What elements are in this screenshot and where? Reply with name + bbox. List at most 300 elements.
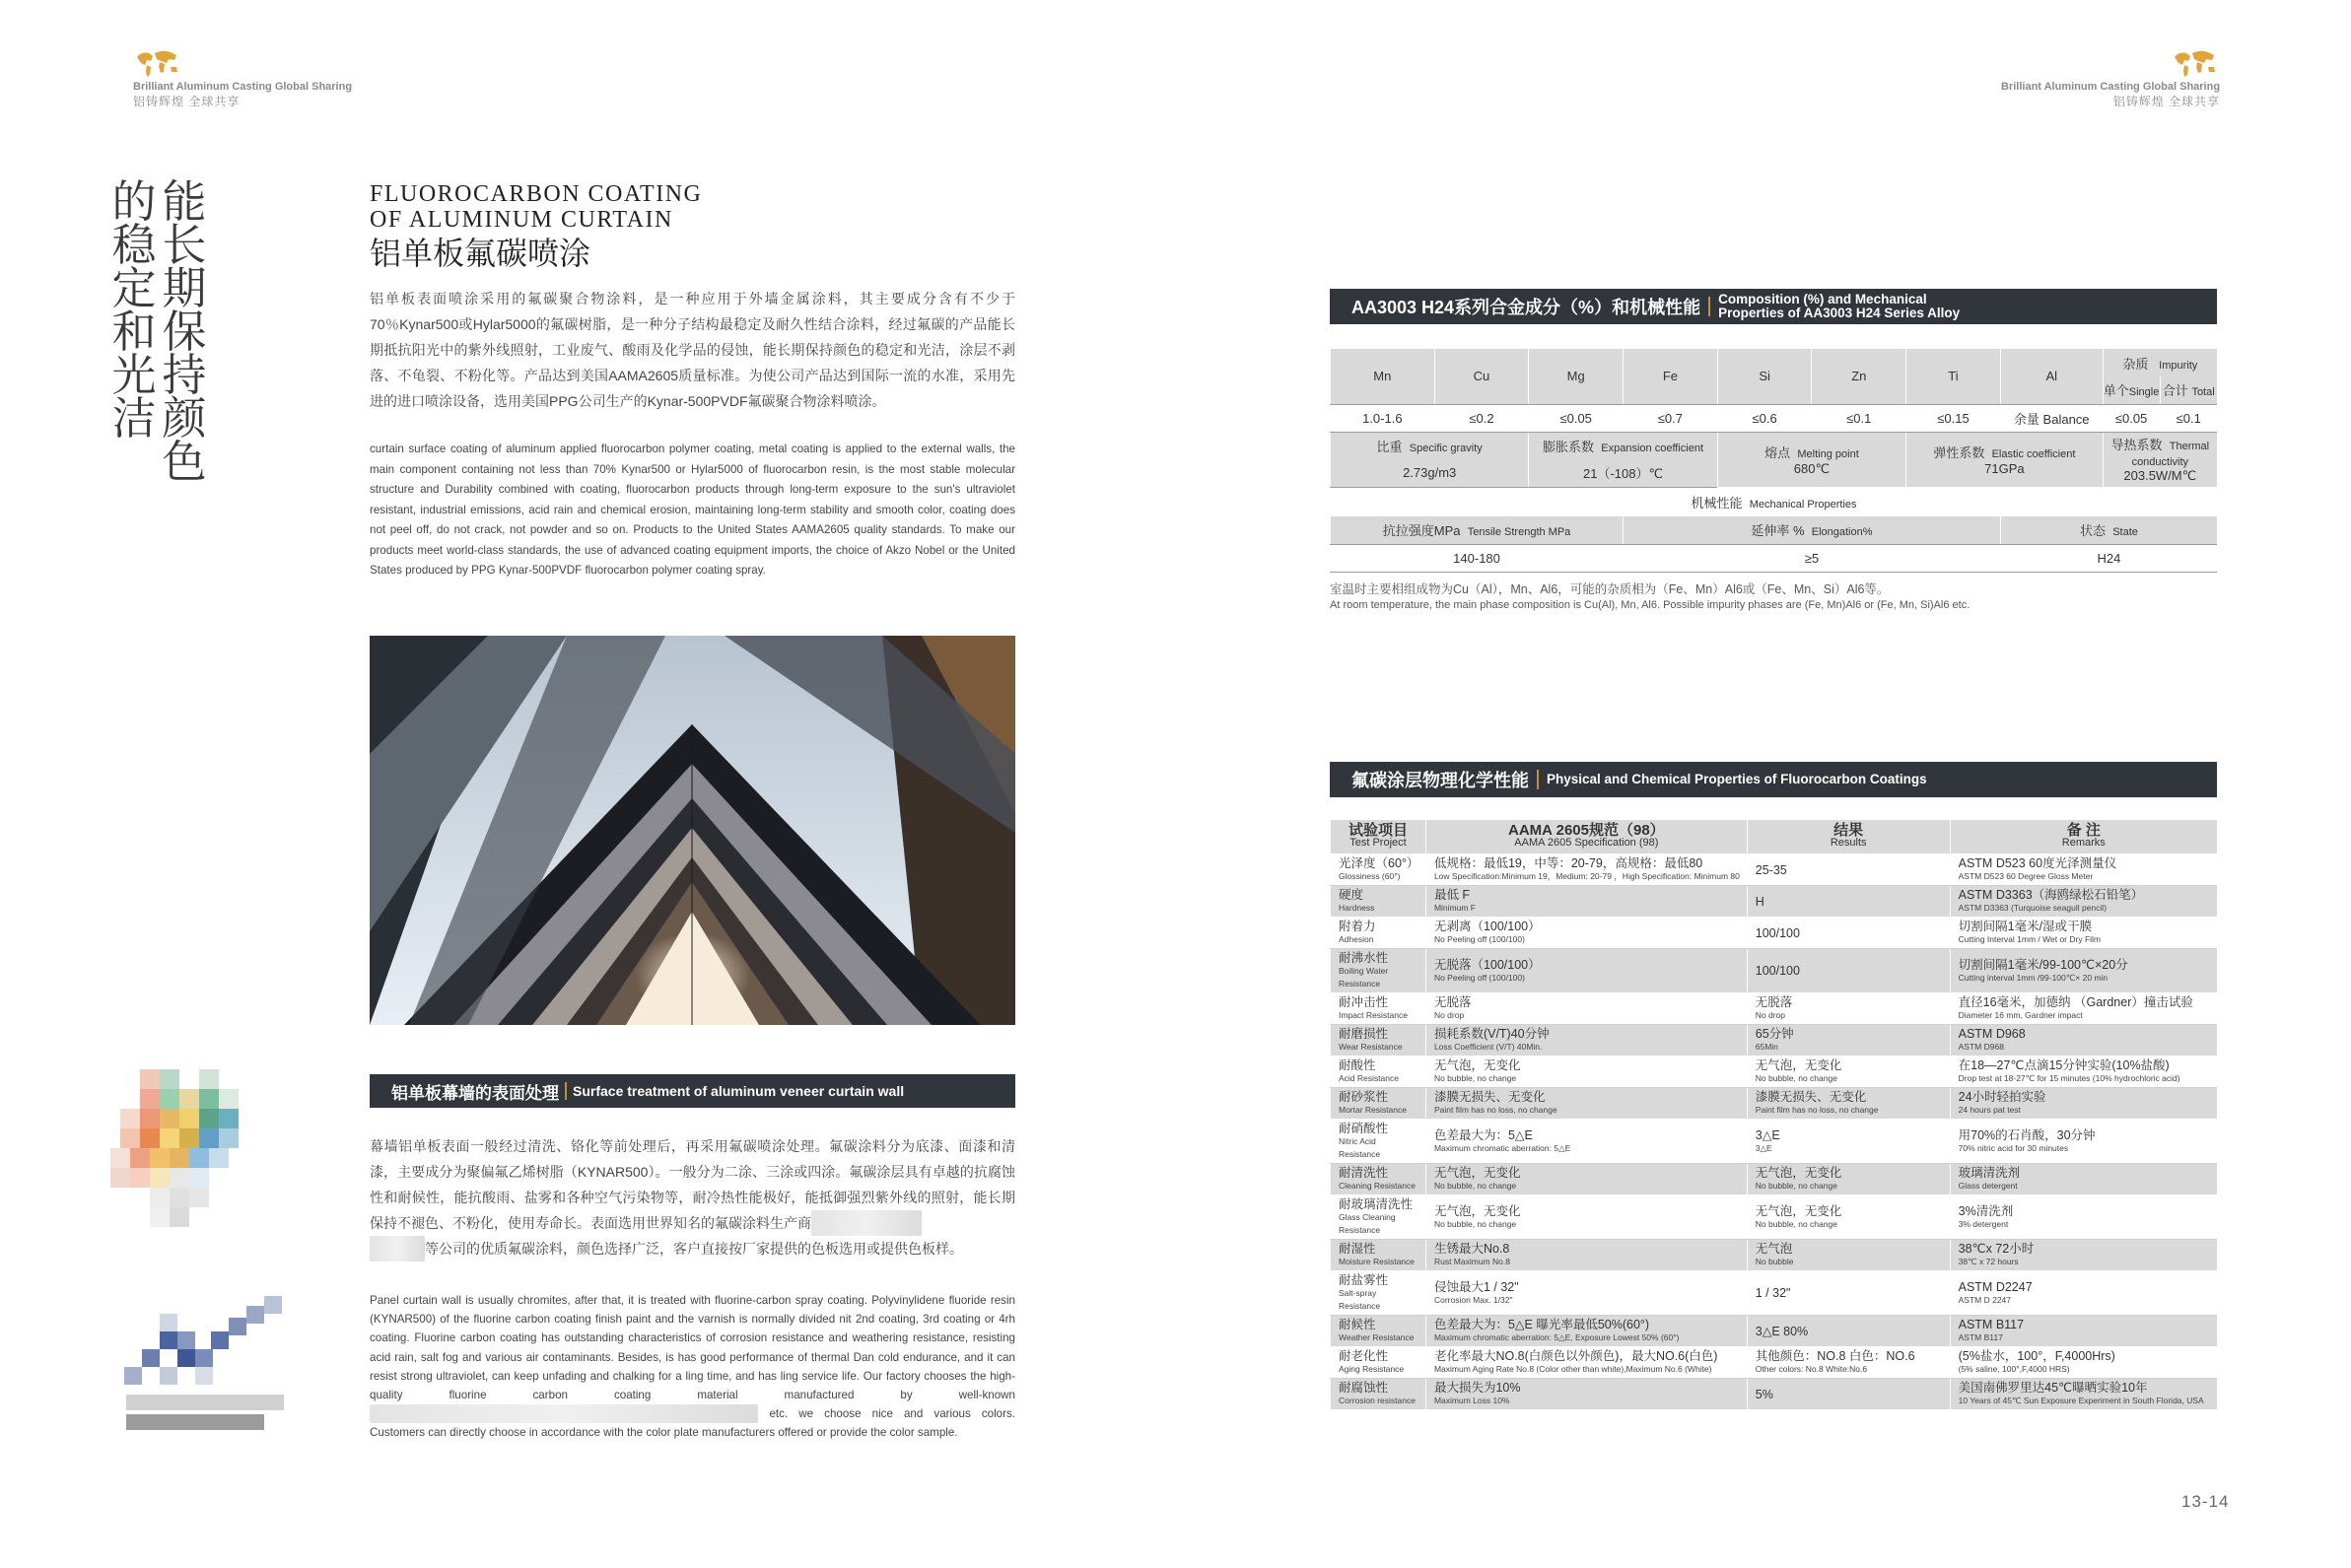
cell-specification bbox=[1425, 949, 1747, 993]
cell-specification-cn: 无气泡，无变化 bbox=[1433, 1203, 1521, 1218]
cell-result-en: 3△E bbox=[1755, 1142, 1772, 1153]
cell-result bbox=[1747, 1271, 1950, 1316]
cell-specification-en: No drop bbox=[1433, 1010, 1465, 1020]
vertical-char: 期 bbox=[162, 262, 207, 314]
article-title-en bbox=[370, 181, 702, 233]
header-en: AAMA 2605 Specification (98) bbox=[1514, 837, 1659, 849]
cell-remarks-cn: 切割间隔1毫米/湿或干膜 bbox=[1958, 920, 2093, 933]
cell-result bbox=[1747, 1088, 1950, 1120]
section-title-en: Surface treatment of aluminum veneer curtain wall bbox=[573, 1083, 905, 1099]
phys-en: Thermal conductivity bbox=[2131, 441, 2210, 469]
cell-result bbox=[1747, 1120, 1950, 1164]
section-title-cn: 铝单板幕墙的表面处理 bbox=[391, 1083, 559, 1103]
phys-header-expansion bbox=[1529, 432, 1717, 459]
cell-remarks-cn: ASTM D3363（海鸥绿松石铅笔） bbox=[1958, 888, 2144, 902]
cell-result-cn: 无脱落 bbox=[1755, 995, 1793, 1009]
cell-remarks-en: Glass detergent bbox=[1958, 1181, 2018, 1191]
cell-result-en: Other colors: No.8 White:No.6 bbox=[1755, 1364, 1868, 1374]
phys-cn: 导热系数 bbox=[2110, 438, 2163, 453]
table1-note-en: At room temperature, the main phase composition is Cu(Al), Mn, Al6. Possible impurity phases are (Fe, Mn)Al6 or (Fe, Mn, Si)Al6 etc. bbox=[1330, 599, 1971, 611]
cell-test-project bbox=[1331, 918, 1426, 949]
cell-test-project-cn: 耐砂浆性 bbox=[1339, 1090, 1389, 1104]
phys-cn: 膨胀系数 bbox=[1543, 439, 1595, 454]
cell-specification bbox=[1425, 1240, 1747, 1271]
phys-melting-point bbox=[1717, 432, 1905, 487]
cell-impurity-total: ≤0.1 bbox=[2160, 404, 2217, 432]
cell-remarks-cn: 直径16毫米，加德纳 （Gardner）撞击试验 bbox=[1958, 995, 2193, 1009]
phys-en: Elastic coefficient bbox=[1991, 448, 2076, 461]
cell-test-project-cn: 耐湿性 bbox=[1339, 1242, 1376, 1256]
cell-remarks bbox=[1950, 918, 2217, 949]
cell-mn-value: 1.0-1.6 bbox=[1331, 404, 1435, 432]
cell-specification bbox=[1425, 1379, 1747, 1410]
table-header-row bbox=[1331, 820, 2218, 854]
mech-header-en: State bbox=[2112, 526, 2138, 539]
vertical-char: 光 bbox=[111, 349, 157, 401]
cell-specification-cn: 色差最大为：5△E bbox=[1433, 1127, 1533, 1142]
table1-title-en bbox=[1718, 293, 1960, 320]
cell-specification-cn: 最大损失为10% bbox=[1433, 1381, 1521, 1395]
cell-result-en: No bubble, no change bbox=[1755, 1218, 1837, 1229]
cell-specification-cn: 无气泡，无变化 bbox=[1433, 1058, 1521, 1072]
cell-test-project bbox=[1331, 1057, 1426, 1088]
cell-specification bbox=[1425, 1347, 1747, 1379]
cell-test-project-en: Hardness bbox=[1339, 903, 1375, 913]
cell-remarks-en: ASTM D 2247 bbox=[1958, 1294, 2012, 1305]
paragraph-cn-1: 铝单板表面喷涂采用的氟碳聚合物涂料，是一种应用于外墙金属涂料，其主要成分含有不少于70％Kynar500或Hylar5000的氟碳树脂，是一种分子结构最稳定及耐久性结合涂料，经过氟碳的产品能长期抵抗阳光中的紫外线照射，工业废气、酸雨及化学品的侵蚀，能长期保持颜色的稳定和光洁，涂层不剥落、不龟裂、不粉化等。产品达到美国AAMA2605质量标准。为使公司产品达到国际一流的水准，采用先进的进口喷涂设备，选用美国PPG公司生产的Kynar-500PVDF氟碳聚合物涂料喷涂。 bbox=[370, 291, 1015, 409]
cell-specification bbox=[1425, 1120, 1747, 1164]
cell-remarks bbox=[1950, 1057, 2217, 1088]
table-row bbox=[1331, 886, 2218, 918]
cell-result-cn: 5% bbox=[1755, 1387, 1773, 1401]
table-row bbox=[1331, 1347, 2218, 1379]
header-cn: 试验项目 bbox=[1348, 822, 1408, 839]
cell-specification-en: Corrosion Max. 1/32" bbox=[1433, 1294, 1513, 1305]
cell-result-en: No bubble, no change bbox=[1755, 1181, 1837, 1191]
cell-remarks bbox=[1950, 886, 2217, 918]
table1-title-cn: AA3003 H24系列合金成分（%）和机械性能 bbox=[1351, 298, 1701, 317]
cell-result bbox=[1747, 1057, 1950, 1088]
col-header-fe: Fe bbox=[1624, 349, 1718, 404]
header-en: Test Project bbox=[1349, 837, 1407, 849]
header-cn: 结果 bbox=[1833, 822, 1864, 839]
col-header-single bbox=[2103, 376, 2160, 404]
cell-test-project bbox=[1331, 1088, 1426, 1120]
cell-test-project-en: Salt-spray Resistance bbox=[1339, 1288, 1381, 1311]
cell-test-project-cn: 耐腐蚀性 bbox=[1339, 1381, 1389, 1395]
single-en: Single bbox=[2128, 386, 2160, 399]
paragraph-cn-2-part-b: 等公司的优质氟碳涂料，颜色选择广泛，客户直接按厂家提供的色板选用或提供色板样。 bbox=[425, 1241, 964, 1257]
cell-test-project bbox=[1331, 1379, 1426, 1410]
col-header-cu: Cu bbox=[1434, 349, 1529, 404]
vertical-char: 色 bbox=[162, 436, 207, 488]
cell-test-project bbox=[1331, 949, 1426, 993]
mech-header-state bbox=[2000, 516, 2217, 544]
brand-slogan-en: Brilliant Aluminum Casting Global Sharing bbox=[133, 81, 353, 93]
cell-specification bbox=[1425, 1088, 1747, 1120]
cell-test-project bbox=[1331, 886, 1426, 918]
cell-specification-en: No bubble, no change bbox=[1433, 1218, 1517, 1229]
table-row bbox=[1331, 404, 2218, 432]
cell-remarks-cn: 美国南佛罗里达45℃曝晒实验10年 bbox=[1958, 1381, 2148, 1395]
title-separator bbox=[565, 1082, 567, 1100]
redacted-text bbox=[370, 1404, 758, 1423]
cell-specification bbox=[1425, 918, 1747, 949]
vertical-char: 洁 bbox=[111, 392, 157, 444]
brand-logo-left bbox=[133, 47, 352, 109]
cell-specification-cn: 无剥离（100/100） bbox=[1433, 920, 1541, 933]
cell-remarks-en: 10 Years of 45℃ Sun Exposure Experiment in South Florida, USA bbox=[1958, 1396, 2204, 1405]
col-header-al: Al bbox=[2000, 349, 2103, 404]
phys-expansion-value: 21（-108）℃ bbox=[1529, 459, 1717, 487]
cell-remarks bbox=[1950, 1025, 2217, 1057]
header-cn: AAMA 2605规范（98） bbox=[1508, 822, 1665, 839]
cell-test-project-en: Nitric Acid Resistance bbox=[1339, 1136, 1381, 1159]
table-row bbox=[1331, 1164, 2218, 1195]
cell-test-project-cn: 附着力 bbox=[1339, 920, 1376, 933]
phys-value: 680℃ bbox=[1793, 460, 1831, 476]
cell-remarks-cn: 用70%的石肖酸，30分钟 bbox=[1958, 1127, 2096, 1142]
building-photo-illustration bbox=[370, 636, 1015, 1025]
phys-en: Specific gravity bbox=[1409, 442, 1483, 454]
cell-specification-cn: 侵蚀最大1 / 32" bbox=[1433, 1279, 1519, 1294]
col-header-results bbox=[1747, 820, 1950, 854]
table1-title-en-line1: Composition (%) and Mechanical bbox=[1718, 292, 1927, 307]
vertical-char: 定 bbox=[111, 262, 157, 314]
cell-remarks-en: ASTM D3363 (Turquoise seagull pencil) bbox=[1958, 903, 2108, 913]
cell-test-project-cn: 耐冲击性 bbox=[1339, 995, 1389, 1009]
cell-remarks bbox=[1950, 1164, 2217, 1195]
col-header-impurity bbox=[2103, 349, 2217, 376]
cell-test-project bbox=[1331, 1195, 1426, 1240]
title-separator bbox=[1708, 297, 1710, 316]
col-header-si: Si bbox=[1717, 349, 1812, 404]
cell-result bbox=[1747, 993, 1950, 1025]
cell-cu-value: ≤0.2 bbox=[1434, 404, 1529, 432]
phys-value: 71GPa bbox=[1984, 461, 2025, 477]
cell-specification-en: Low Specification:Minimum 19，Medium: 20-79 ，High Specification: Minimum 80 bbox=[1433, 871, 1740, 881]
cell-remarks-en: Cutting interval 1mm /99-100℃× 20 min bbox=[1958, 972, 2109, 983]
cell-specification-cn: 生锈最大No.8 bbox=[1433, 1242, 1510, 1256]
table-row bbox=[1331, 993, 2218, 1025]
cell-remarks-en: (5% saline, 100°,F,4000 HRS) bbox=[1958, 1364, 2070, 1374]
cell-test-project-en: Cleaning Resistance bbox=[1339, 1181, 1416, 1191]
cell-result bbox=[1747, 949, 1950, 993]
mech-header-tensile bbox=[1331, 516, 1624, 544]
impurity-en: Impurity bbox=[2159, 359, 2198, 372]
cell-remarks-cn: (5%盐水，100°，F,4000Hrs) bbox=[1958, 1349, 2115, 1363]
cell-specification bbox=[1425, 886, 1747, 918]
table-row bbox=[1331, 1379, 2218, 1410]
cell-result-en: No bubble bbox=[1755, 1257, 1794, 1266]
cell-test-project bbox=[1331, 1120, 1426, 1164]
impurity-cn: 杂质 bbox=[2122, 356, 2149, 372]
col-header-remarks bbox=[1950, 820, 2217, 854]
cell-remarks-cn: 切割间隔1毫米/99-100℃×20分 bbox=[1958, 957, 2128, 972]
cell-specification-cn: 漆膜无损失、无变化 bbox=[1433, 1090, 1546, 1104]
cell-remarks bbox=[1950, 1379, 2217, 1410]
phys-cn: 弹性系数 bbox=[1933, 445, 1985, 461]
table-row bbox=[1331, 1088, 2218, 1120]
pixelated-logo-mosaic bbox=[106, 1296, 294, 1434]
cell-remarks-cn: ASTM B117 bbox=[1958, 1318, 2025, 1331]
vertical-char: 和 bbox=[111, 306, 157, 358]
col-header-ti: Ti bbox=[1906, 349, 2001, 404]
mech-header-cn: 延伸率 % bbox=[1751, 523, 1805, 539]
cell-remarks-en: 3% detergent bbox=[1958, 1218, 2009, 1229]
cell-result bbox=[1747, 1347, 1950, 1379]
cell-specification-en: Maximum Loss 10% bbox=[1433, 1396, 1510, 1405]
cell-result-cn: 3△E 80% bbox=[1755, 1324, 1809, 1338]
table-row bbox=[1331, 1316, 2218, 1347]
cell-specification-en: Minimum F bbox=[1433, 903, 1476, 913]
vertical-slogan-col1 bbox=[160, 175, 209, 488]
cell-specification bbox=[1425, 993, 1747, 1025]
cell-remarks-en: 24 hours pat test bbox=[1958, 1105, 2021, 1115]
vertical-char: 的 bbox=[111, 175, 157, 228]
phys-en: Expansion coefficient bbox=[1601, 442, 1704, 454]
cell-result-cn: 漆膜无损失、无变化 bbox=[1755, 1090, 1867, 1104]
alloy-composition-table bbox=[1330, 349, 2217, 573]
cell-result-cn: 100/100 bbox=[1755, 964, 1800, 978]
cell-result-en: Paint film has no loss, no change bbox=[1755, 1105, 1879, 1115]
cell-remarks-en: ASTM B117 bbox=[1958, 1332, 2003, 1342]
cell-result-cn: H bbox=[1755, 894, 1764, 909]
vertical-char: 能 bbox=[162, 175, 207, 228]
cell-specification bbox=[1425, 1164, 1747, 1195]
col-header-total bbox=[2160, 376, 2217, 404]
cell-remarks bbox=[1950, 1120, 2217, 1164]
paragraph-en-1: curtain surface coating of aluminum applied fluorocarbon polymer coating, metal coating is applied to the external walls, the main component containing not less than 70% Kynar500 or Hylar5000 of fluorocarbon resin, is the most stable molecular structure and Durability combined with coating, fluorocarbon products through long-term exposure to the sun's ultraviolet resistant, industrial emissions, acid rain and chemical erosion, maintaining long-term stability and smooth color, coating does not peel off, do not crack, not powder and so on. Products to the United States AAMA2605 quality standards. To make our products meet world-class standards, the use of advanced coating equipment imports, the choice of Akzo Nobel or the United States produced by PPG Kynar-500PVDF fluorocarbon polymer coating spray. bbox=[370, 443, 1015, 577]
col-header-test-project bbox=[1331, 820, 1426, 854]
cell-test-project-en: Wear Resistance bbox=[1339, 1042, 1403, 1052]
section-header-alloy-composition bbox=[1330, 289, 2217, 324]
cell-result-cn: 100/100 bbox=[1755, 925, 1800, 940]
cell-result bbox=[1747, 1025, 1950, 1057]
cell-remarks bbox=[1950, 1195, 2217, 1240]
vertical-char: 稳 bbox=[111, 219, 157, 271]
cell-specification-en: Maximum chromatic aberration: 5△E, Exposure Lowest 50% (60°) bbox=[1433, 1332, 1680, 1342]
col-header-mg: Mg bbox=[1529, 349, 1624, 404]
cell-remarks-cn: ASTM D523 60度光泽测量仪 bbox=[1958, 856, 2117, 870]
cell-specification bbox=[1425, 1316, 1747, 1347]
cell-specification-cn: 无脱落（100/100） bbox=[1433, 957, 1541, 972]
cell-remarks-en: ASTM D968 bbox=[1958, 1042, 2004, 1052]
cell-test-project-en: Glass Cleaning Resistance bbox=[1339, 1212, 1396, 1235]
cell-test-project-en: Corrosion resistance bbox=[1339, 1396, 1416, 1405]
cell-result bbox=[1747, 918, 1950, 949]
cell-specification-en: Loss Coefficient (V/T) 40Min. bbox=[1433, 1042, 1543, 1052]
mech-header-en: Tensile Strength MPa bbox=[1467, 526, 1571, 539]
table-row bbox=[1331, 487, 2218, 516]
cell-result-cn: 无气泡 bbox=[1755, 1242, 1793, 1256]
total-cn: 合计 bbox=[2162, 383, 2188, 399]
phys-elastic-coefficient bbox=[1906, 432, 2104, 487]
cell-specification-cn: 最低 F bbox=[1433, 888, 1471, 902]
paragraph-cn-2 bbox=[370, 1133, 1015, 1261]
vertical-slogan-col2 bbox=[109, 175, 159, 444]
paragraph-en-2-part-a: Panel curtain wall is usually chromites, after that, it is treated with fluorine-carbon spray coating. Polyvinylidene fluoride resin (KYNAR500) of the fluorine carbon coating finish paint and the varnish is normally divided nit 2nd coating, 3rd coating or 4rh coating. Fluorine carbon coating has outstanding characteristics of corrosion resistance and weathering resistance, resisting acid rain, salt fog and various air contaminants. Besides, is has good performance of thermal Dan cold endurance, and it can resist strong ultraviolet, can keep unfading and chalking for a ling time, and has ling service life. Our factory chooses the high-quality fluorine carbon coating material manufactured by well-known bbox=[370, 1294, 1015, 1402]
cell-test-project-cn: 光泽度（60°） bbox=[1339, 856, 1419, 870]
table-row bbox=[1331, 1025, 2218, 1057]
cell-result-cn: 25-35 bbox=[1755, 862, 1787, 877]
mech-header-cn: 状态 bbox=[2079, 523, 2106, 539]
mech-en: Mechanical Properties bbox=[1749, 498, 1857, 511]
phys-gravity-value: 2.73g/m3 bbox=[1331, 459, 1529, 487]
cell-result-en: No bubble, no change bbox=[1755, 1073, 1837, 1083]
building-photo bbox=[370, 636, 1015, 1025]
cell-specification-en: Rust Maximum No.8 bbox=[1433, 1257, 1510, 1266]
cell-remarks-en: 70% nitric acid for 30 minutes bbox=[1958, 1142, 2069, 1153]
table-row bbox=[1331, 432, 2218, 459]
phys-cn: 熔点 bbox=[1764, 444, 1791, 460]
section-header-coating-properties bbox=[1330, 762, 2217, 797]
cell-result bbox=[1747, 1379, 1950, 1410]
table-row bbox=[1331, 918, 2218, 949]
table-row bbox=[1331, 1195, 2218, 1240]
col-header-specification bbox=[1425, 820, 1747, 854]
cell-remarks-cn: 24小时轻拍实验 bbox=[1958, 1090, 2046, 1104]
cell-test-project-en: Weather Resistance bbox=[1339, 1332, 1415, 1342]
cell-remarks-en: 38℃ x 72 hours bbox=[1958, 1257, 2019, 1266]
vertical-char: 长 bbox=[162, 219, 207, 271]
brand-slogan-cn: 铝铸辉煌 全球共享 bbox=[2112, 95, 2221, 108]
world-map-logo-icon bbox=[133, 47, 182, 79]
header-cn: 备 注 bbox=[2066, 822, 2101, 839]
cell-specification-cn: 无脱落 bbox=[1433, 995, 1472, 1009]
cell-test-project bbox=[1331, 993, 1426, 1025]
cell-result bbox=[1747, 1195, 1950, 1240]
cell-remarks bbox=[1950, 949, 2217, 993]
cell-result-cn: 其他颜色：NO.8 白色：NO.6 bbox=[1755, 1349, 1915, 1363]
cell-test-project-cn: 耐老化性 bbox=[1339, 1349, 1389, 1363]
brand-logo-right bbox=[2001, 47, 2220, 109]
cell-specification bbox=[1425, 1057, 1747, 1088]
cell-result-cn: 1 / 32" bbox=[1755, 1286, 1791, 1300]
cell-specification-en: No Peeling off (100/100) bbox=[1433, 934, 1525, 944]
table-row bbox=[1331, 516, 2218, 544]
cell-test-project bbox=[1331, 1347, 1426, 1379]
table-row bbox=[1331, 1057, 2218, 1088]
cell-specification bbox=[1425, 1025, 1747, 1057]
world-map-logo-icon bbox=[2171, 47, 2220, 79]
cell-fe-value: ≤0.7 bbox=[1624, 404, 1718, 432]
cell-remarks-en: Cutting Interval 1mm / Wet or Dry Film bbox=[1958, 934, 2101, 944]
cell-test-project-cn: 耐清洗性 bbox=[1339, 1166, 1389, 1180]
table-row bbox=[1331, 544, 2218, 572]
vertical-char: 颜 bbox=[162, 392, 207, 444]
title-line-1: FLUOROCARBON COATING bbox=[370, 181, 703, 207]
cell-test-project-en: Impact Resistance bbox=[1339, 1010, 1408, 1020]
al-value-en: Balance bbox=[2042, 411, 2090, 427]
phys-en: Melting point bbox=[1797, 447, 1859, 460]
mech-cn: 机械性能 bbox=[1691, 495, 1743, 511]
pixelated-logo-mosaic bbox=[110, 1069, 258, 1247]
cell-test-project-en: Boiling Water Resistance bbox=[1339, 966, 1389, 989]
table2-title-cn: 氟碳涂层物理化学性能 bbox=[1351, 771, 1529, 790]
cell-result-cn: 65分钟 bbox=[1755, 1027, 1794, 1041]
mech-state-value: H24 bbox=[2000, 544, 2217, 572]
cell-remarks bbox=[1950, 1271, 2217, 1316]
cell-test-project-en: Mortar Resistance bbox=[1339, 1105, 1407, 1115]
header-en: Results bbox=[1830, 837, 1867, 849]
cell-specification-cn: 色差最大为：5△E 曝光率最低50%(60°) bbox=[1433, 1318, 1650, 1331]
cell-specification-en: No Peeling off (100/100) bbox=[1433, 972, 1525, 983]
cell-remarks-cn: 在18—27℃点滴15分钟实验(10%盐酸) bbox=[1958, 1058, 2170, 1072]
cell-result bbox=[1747, 1240, 1950, 1271]
cell-test-project bbox=[1331, 854, 1426, 886]
cell-remarks-cn: 玻璃清洗剂 bbox=[1958, 1166, 2021, 1180]
cell-result bbox=[1747, 854, 1950, 886]
cell-remarks bbox=[1950, 1316, 2217, 1347]
cell-mg-value: ≤0.05 bbox=[1529, 404, 1624, 432]
section-header-surface-treatment bbox=[370, 1074, 1015, 1108]
phys-thermal-conductivity bbox=[2103, 432, 2217, 487]
redacted-text bbox=[811, 1210, 922, 1236]
mech-header-en: Elongation% bbox=[1811, 526, 1873, 539]
cell-test-project bbox=[1331, 1164, 1426, 1195]
cell-specification-en: Paint film has no loss, no change bbox=[1433, 1105, 1557, 1115]
cell-ti-value: ≤0.15 bbox=[1906, 404, 2001, 432]
cell-remarks-en: Drop test at 18-27℃ for 15 minutes (10% hydrochloric acid) bbox=[1958, 1073, 2180, 1083]
cell-test-project-cn: 耐沸水性 bbox=[1339, 951, 1389, 965]
cell-test-project bbox=[1331, 1025, 1426, 1057]
cell-specification-en: No bubble, no change bbox=[1433, 1073, 1517, 1083]
cell-specification-en: Maximum Aging Rate No.8 (Color other than white),Maximum No.6 (White) bbox=[1433, 1364, 1712, 1374]
mech-properties-caption bbox=[1331, 487, 2218, 516]
header-en: Remarks bbox=[2061, 837, 2106, 849]
cell-remarks bbox=[1950, 1240, 2217, 1271]
al-value-cn: 余量 bbox=[2013, 411, 2040, 427]
cell-specification-en: No bubble, no change bbox=[1433, 1181, 1517, 1191]
table-row bbox=[1331, 854, 2218, 886]
col-header-zn: Zn bbox=[1812, 349, 1906, 404]
cell-al-value bbox=[2000, 404, 2103, 432]
cell-specification-cn: 无气泡，无变化 bbox=[1433, 1166, 1521, 1180]
cell-result-cn: 3△E bbox=[1755, 1127, 1780, 1142]
cell-result-en: 65Min bbox=[1755, 1042, 1778, 1052]
cell-test-project-en: Moisture Resistance bbox=[1339, 1257, 1416, 1266]
cell-impurity-single: ≤0.05 bbox=[2103, 404, 2160, 432]
cell-result-cn: 无气泡，无变化 bbox=[1755, 1058, 1842, 1072]
page-number: 13-14 bbox=[2181, 1492, 2230, 1511]
cell-remarks bbox=[1950, 854, 2217, 886]
vertical-char: 保 bbox=[162, 306, 207, 358]
table-row bbox=[1331, 349, 2218, 376]
mech-tensile-value: 140-180 bbox=[1331, 544, 1624, 572]
table-row bbox=[1331, 1120, 2218, 1164]
cell-remarks bbox=[1950, 1347, 2217, 1379]
phys-value: 203.5W/M℃ bbox=[2123, 468, 2197, 484]
cell-test-project-cn: 耐候性 bbox=[1339, 1318, 1376, 1331]
cell-remarks-en: ASTM D523 60 Degree Gloss Meter bbox=[1958, 871, 2094, 881]
cell-result bbox=[1747, 1316, 1950, 1347]
cell-test-project-en: Adhesion bbox=[1339, 934, 1374, 944]
table-row bbox=[1331, 1240, 2218, 1271]
cell-result bbox=[1747, 1164, 1950, 1195]
cell-test-project-en: Acid Resistance bbox=[1339, 1073, 1399, 1083]
table1-title-en-line2: Properties of AA3003 H24 Series Alloy bbox=[1718, 306, 1961, 320]
cell-zn-value: ≤0.1 bbox=[1812, 404, 1906, 432]
cell-test-project bbox=[1331, 1316, 1426, 1347]
article-title-cn: 铝单板氟碳喷涂 bbox=[370, 235, 591, 272]
cell-test-project-cn: 耐玻璃清洗性 bbox=[1339, 1197, 1414, 1211]
mech-header-elongation bbox=[1624, 516, 2001, 544]
cell-specification bbox=[1425, 1195, 1747, 1240]
single-cn: 单个 bbox=[2103, 383, 2129, 399]
cell-specification bbox=[1425, 854, 1747, 886]
cell-test-project bbox=[1331, 1240, 1426, 1271]
